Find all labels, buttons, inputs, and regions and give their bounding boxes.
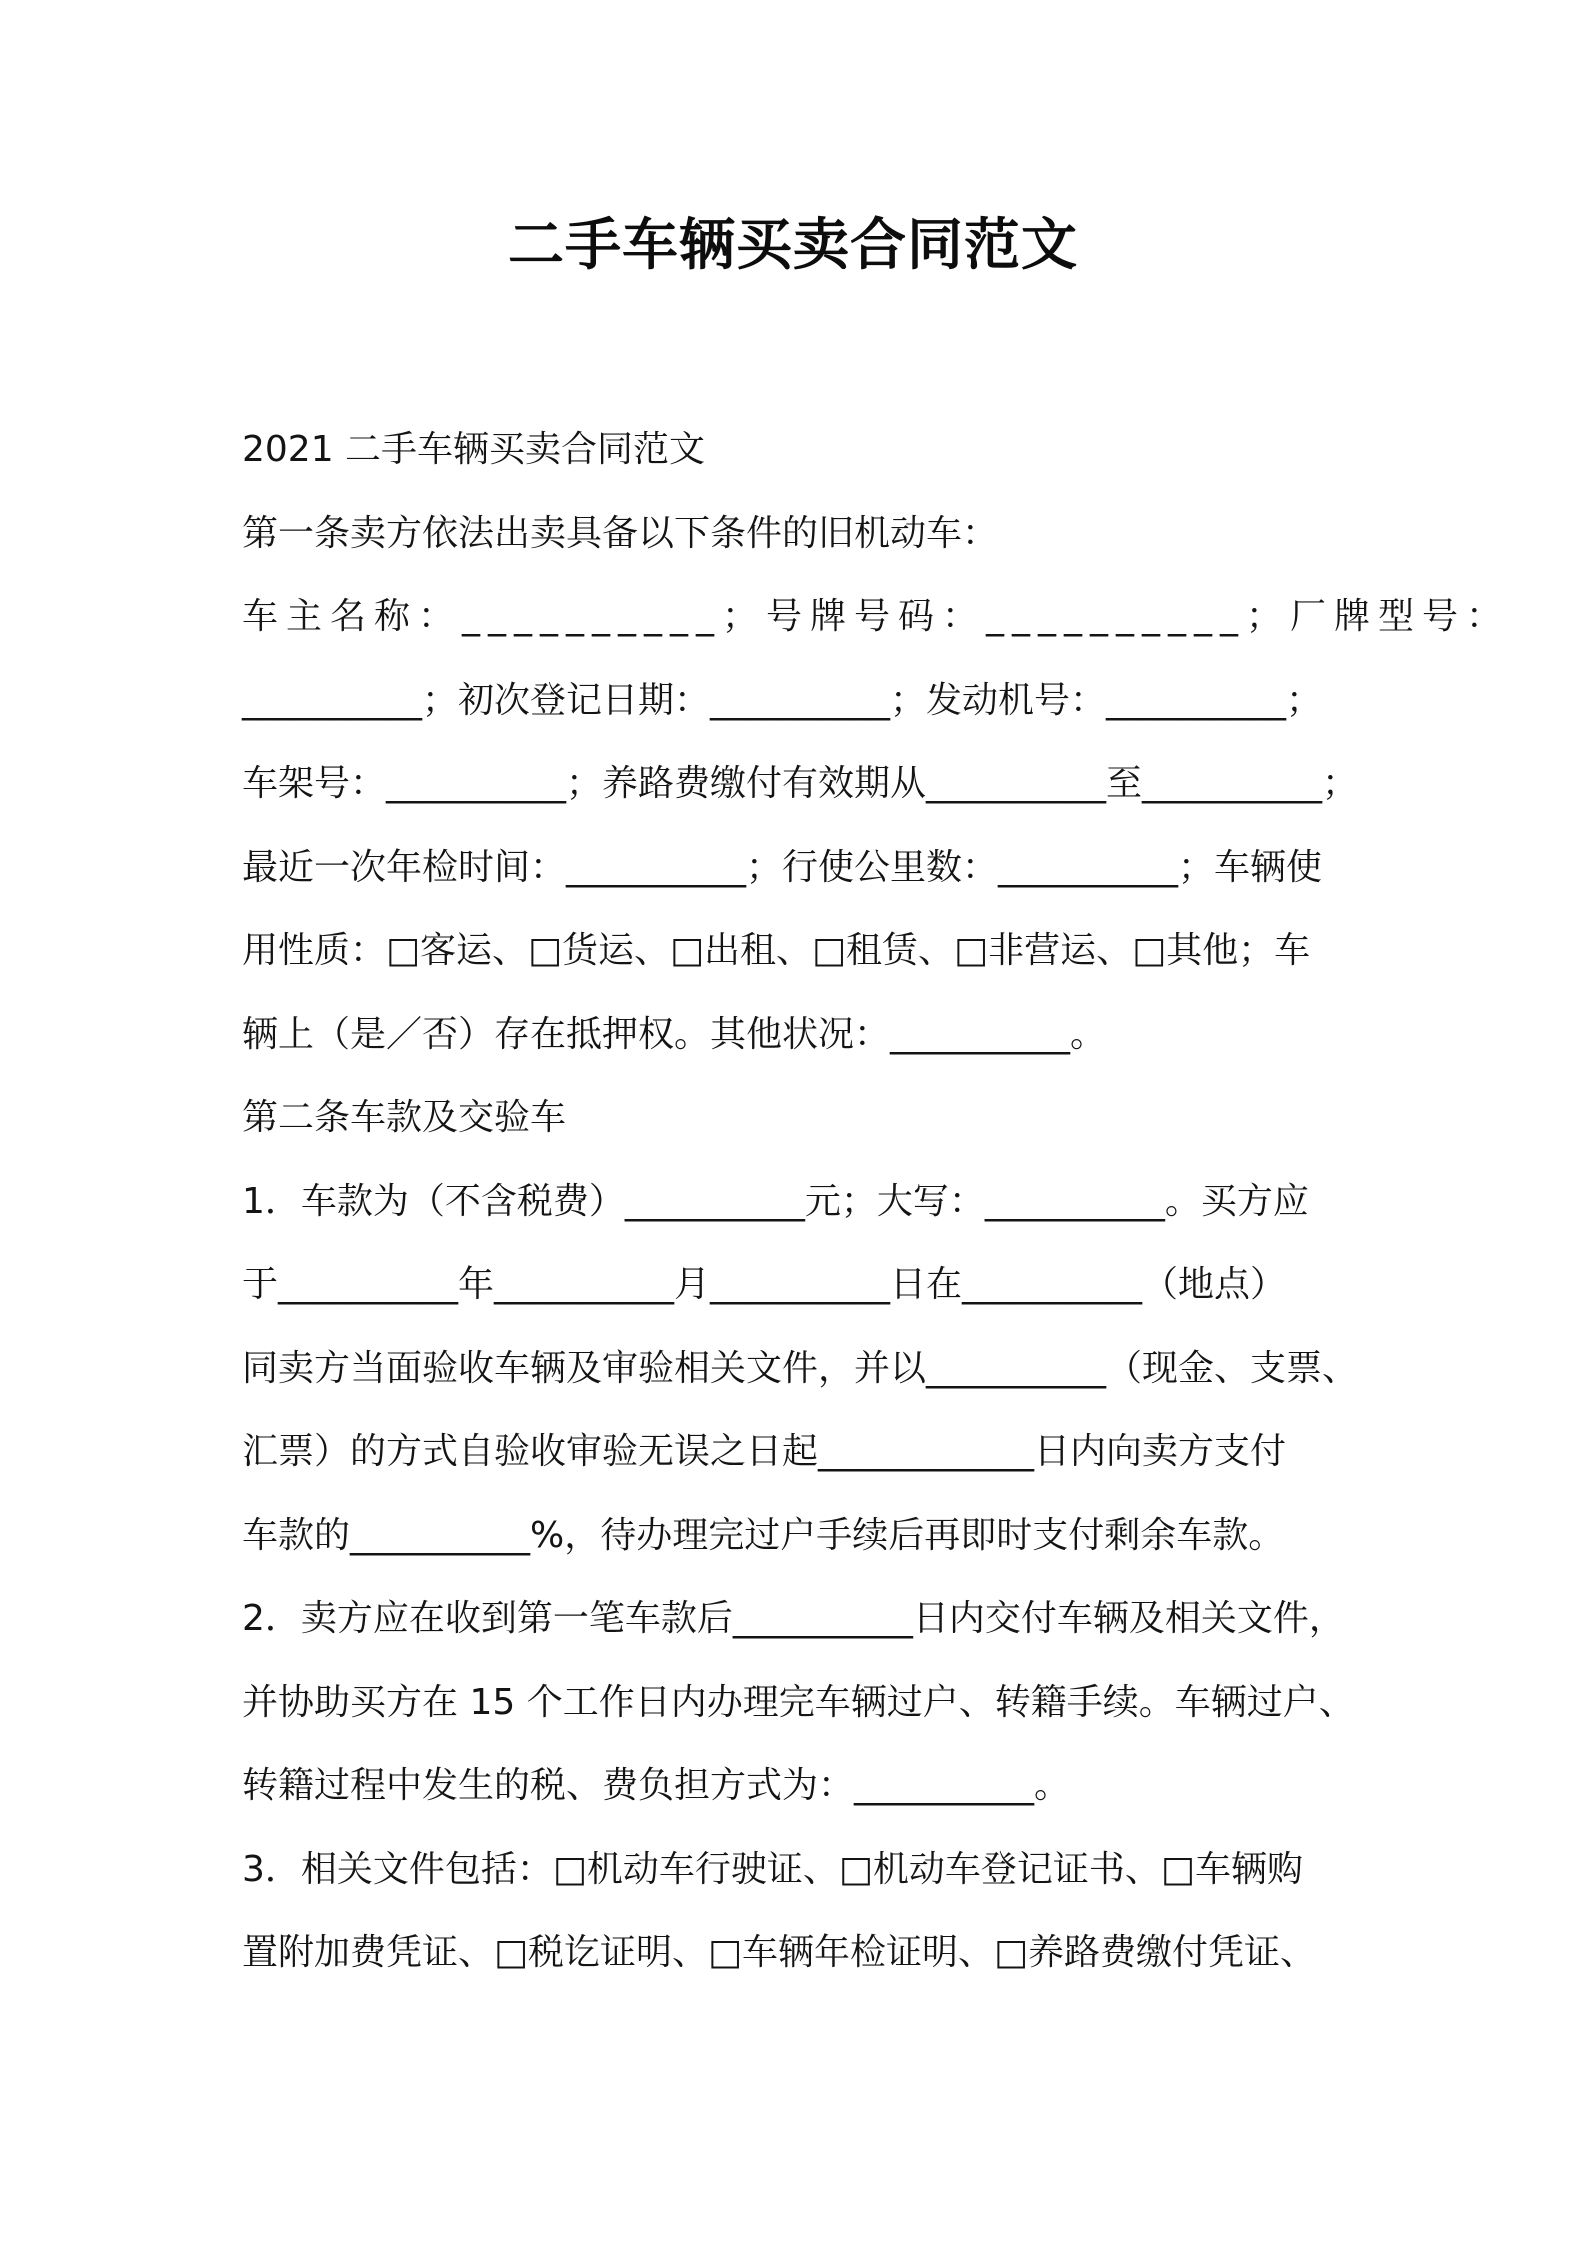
clause-1-price: 1．车款为（不含税费）__________元；大写：__________。买方应 — [242, 1180, 1309, 1222]
clause-2-transfer: 并协助买方在 15 个工作日内办理完车辆过户、转籍手续。车辆过户、 — [242, 1681, 1355, 1723]
clause-3-documents: 3．相关文件包括：□机动车行驶证、□机动车登记证书、□车辆购 — [242, 1848, 1303, 1890]
clause-1-payment-method: 同卖方当面验收车辆及审验相关文件，并以__________（现金、支票、 — [242, 1347, 1359, 1389]
article-1-heading: 第一条卖方依法出卖具备以下条件的旧机动车： — [242, 512, 999, 554]
clause-1-payment-percent: 车款的__________%，待办理完过户手续后再即时支付剩余车款。 — [242, 1514, 1285, 1556]
contract-body — [242, 408, 1511, 1995]
subtitle-line: 2021 二手车辆买卖合同范文 — [242, 429, 706, 470]
inspection-fields: 最近一次年检时间：__________；行使公里数：__________；车辆使 — [242, 846, 1323, 888]
clause-1-date-place: 于__________年__________月__________日在__________（地点） — [242, 1264, 1286, 1305]
clause-2-delivery: 2．卖方应在收到第一笔车款后__________日内交付车辆及相关文件， — [242, 1598, 1345, 1639]
clause-3-documents-cont: 置附加费凭证、□税讫证明、□车辆年检证明、□养路费缴付凭证、 — [242, 1932, 1317, 1973]
clause-1-payment-deadline: 汇票）的方式自验收审验无误之日起____________日内向卖方支付 — [242, 1431, 1287, 1472]
frame-number-fields: 车架号：__________；养路费缴付有效期从__________至__________； — [242, 763, 1359, 804]
clause-2-fees: 转籍过程中发生的税、费负担方式为：__________。 — [242, 1765, 1071, 1806]
registration-fields: __________；初次登记日期：__________；发动机号：__________； — [242, 679, 1323, 721]
mortgage-status-line: 辆上（是／否）存在抵押权。其他状况：__________。 — [242, 1013, 1107, 1055]
document-title: 二手车辆买卖合同范文 — [508, 213, 1078, 278]
vehicle-owner-fields: 车主名称：__________；号牌号码：__________；厂牌型号： — [242, 596, 1511, 637]
usage-nature-checkboxes: 用性质：□客运、□货运、□出租、□租赁、□非营运、□其他；车 — [242, 930, 1311, 971]
article-2-heading: 第二条车款及交验车 — [242, 1097, 567, 1138]
